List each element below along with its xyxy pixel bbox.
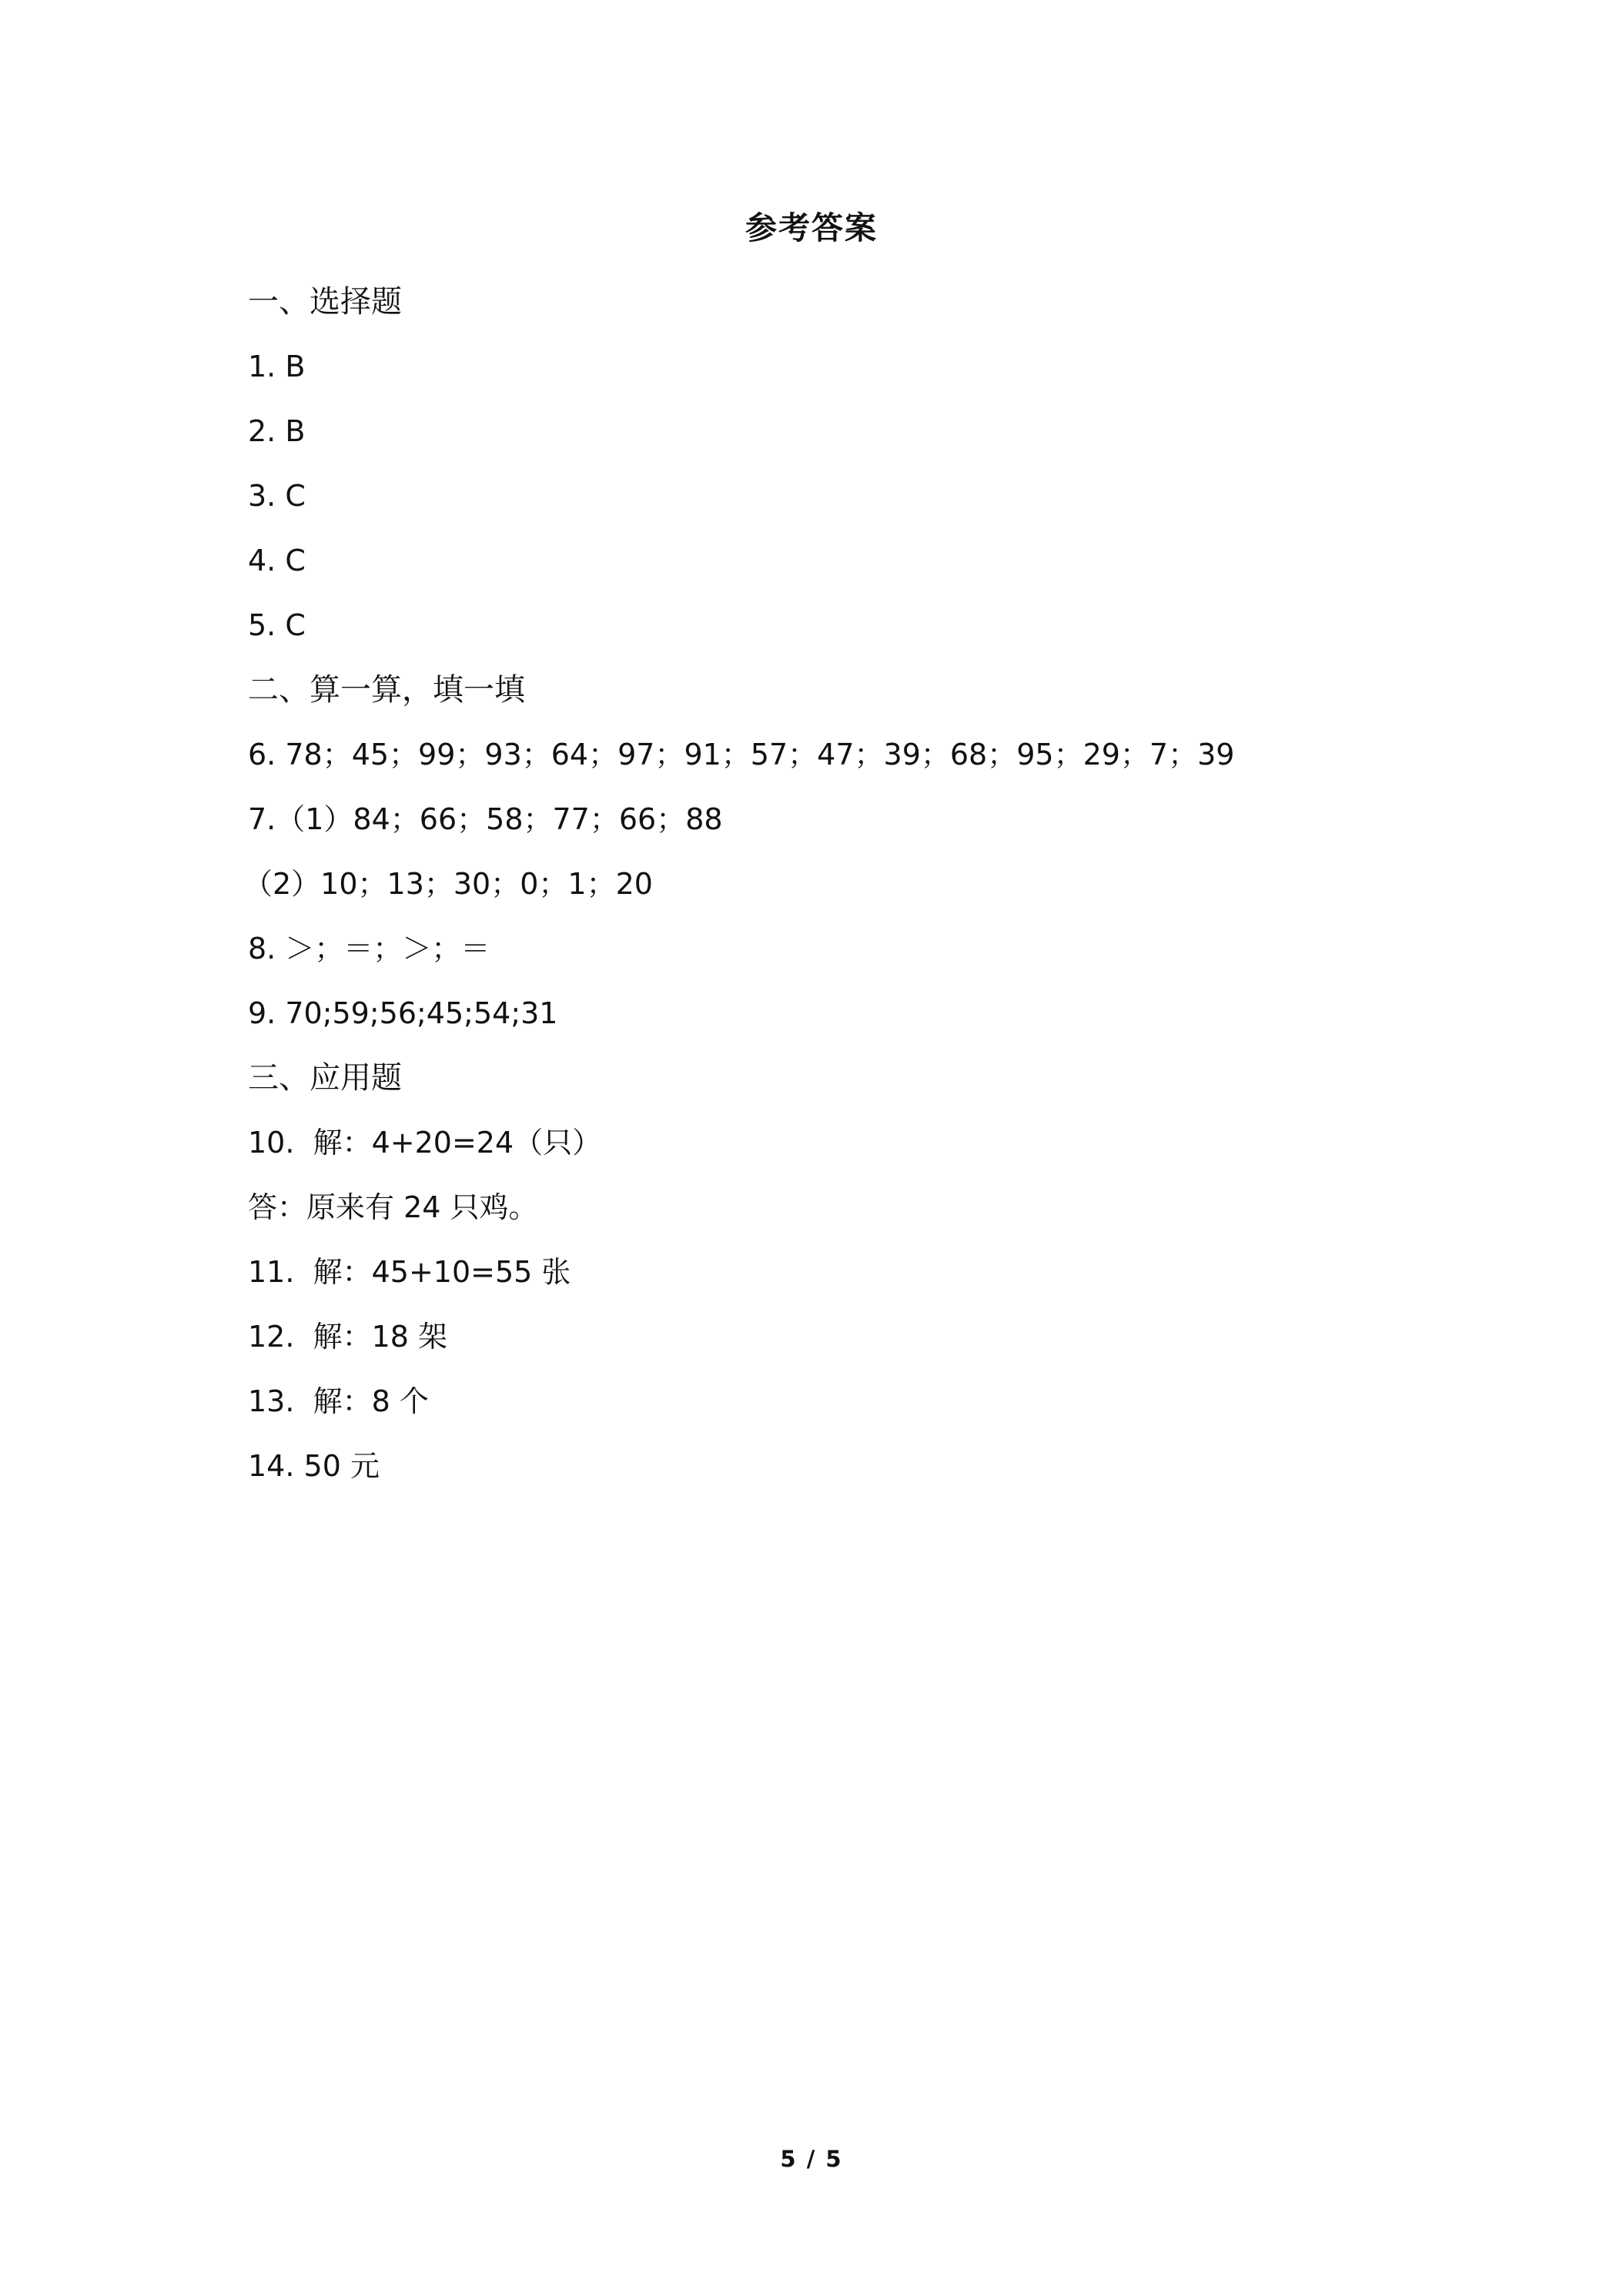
section-heading-calculation: 二、算一算，填一填	[248, 672, 525, 708]
page-number: 5 / 5	[780, 2146, 843, 2172]
answer-line-13: 13. 解：8 个	[248, 1384, 429, 1418]
answer-line-11: 11. 解：45+10=55 张	[248, 1255, 571, 1289]
answer-line-10-reply: 答：原来有 24 只鸡。	[248, 1190, 538, 1224]
answer-line-1: 1. B	[248, 350, 306, 383]
answer-line-6: 6. 78；45；99；93；64；97；91；57；47；39；68；95；29；7；39	[248, 738, 1235, 771]
answer-line-7-part-2: （2）10；13；30；0；1；20	[243, 867, 653, 901]
answer-line-3: 3. C	[248, 479, 306, 513]
answer-line-10: 10. 解：4+20=24（只）	[248, 1126, 602, 1160]
answer-line-7-part-1: 7.（1）84；66；58；77；66；88	[248, 802, 723, 836]
answer-line-2: 2. B	[248, 414, 306, 448]
answer-list	[243, 269, 1403, 1498]
answer-line-5: 5. C	[248, 608, 306, 642]
answer-line-14: 14. 50 元	[248, 1449, 380, 1483]
section-heading-application: 三、应用题	[248, 1060, 402, 1096]
answer-line-9: 9. 70;59;56;45;54;31	[248, 996, 558, 1030]
document-title: 参考答案	[745, 209, 878, 246]
answer-line-12: 12. 解：18 架	[248, 1320, 448, 1354]
answer-line-4: 4. C	[248, 544, 306, 577]
answer-line-8: 8. ＞；＝；＞；＝	[248, 932, 490, 966]
section-heading-choice: 一、选择题	[248, 284, 402, 320]
